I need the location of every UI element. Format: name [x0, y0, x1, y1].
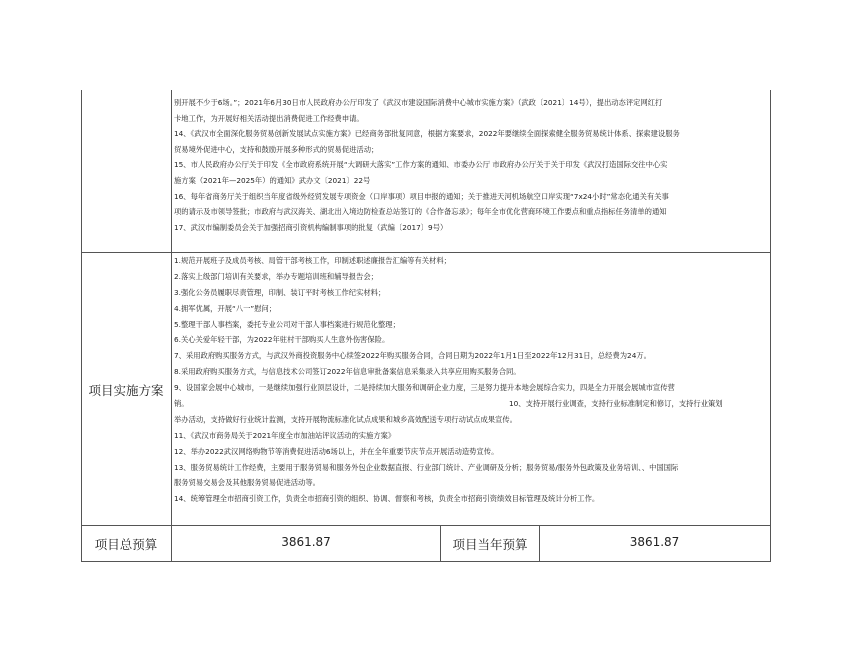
text-line: 8.采用政府购买服务方式，与信息技术公司签订2022年信息审批备案信息采集录入共享应用购买服务合同。	[174, 367, 521, 377]
plan-label: 项目实施方案	[88, 383, 164, 398]
text-line: 6.关心关爱年轻干部，为2022年驻村干部购买人生意外伤害保险。	[174, 335, 390, 345]
total-budget-value: 3861.87	[281, 535, 331, 549]
text-line: 3.强化公务员履职尽责管理，印制、装订平时考核工作纪实材料；	[174, 287, 386, 297]
text-line: 卡地工作，为开展好相关活动提出消费促进工作经费申请。	[174, 113, 364, 123]
text-line: 服务贸易交易会及其他服务贸易促进活动等。	[174, 478, 320, 488]
text-fragment: 销。	[174, 399, 189, 409]
text-line: 14、统筹管理全市招商引资工作，负责全市招商引资的组织、协调、督察和考核，负责全市招商引资绩效目标管理及统计分析工作。	[174, 494, 600, 504]
text-line: 施方案（2021年—2025年）的通知》武办文〔2021〕22号	[174, 175, 371, 185]
text-line: 贸易境外促进中心，支持和鼓励开展多种形式的贸易促进活动；	[174, 144, 379, 154]
text-line: 2.落实上级部门培训有关要求，举办专题培训班和辅导报告会；	[174, 271, 378, 281]
policy-basis-text	[174, 95, 764, 235]
text-line: 5.整理干部人事档案，委托专业公司对干部人事档案进行规范化整理；	[174, 319, 400, 329]
text-line: 别开展不少于6场。”；2021年6月30日市人民政府办公厅印发了《武汉市建设国际消费中心城市实施方案》（武政〔2021〕14号），提出动态评定网红打	[174, 98, 663, 107]
implementation-plan-text	[174, 253, 764, 507]
col-divider-label	[171, 90, 172, 562]
row-divider-budget	[81, 525, 770, 526]
text-line	[174, 396, 764, 412]
text-line: 15、市人民政府办公厅关于印发《全市政府系统开展“大调研大落实”工作方案的通知、市委办公厅 市政府办公厅关于关于印发《武汉打造国际交往中心实	[174, 160, 668, 170]
current-year-budget-label: 项目当年预算	[452, 537, 528, 552]
text-line: 7、采用政府购买服务方式，与武汉外商投资服务中心续签2022年购买服务合同，合同日期为2022年1月1日至2022年12月31日，总经费为24万。	[174, 351, 651, 361]
text-line: 11、《武汉市商务局关于2021年度全市加油站评议活动的实施方案》	[174, 430, 396, 440]
text-line: 13、服务贸易统计工作经费，主要用于服务贸易和服务外包企业数据直报、行业部门统计、产业调研及分析；服务贸易/服务外包政策及业务培训、、中国国际	[174, 462, 679, 472]
text-fragment-item10: 10、支持开展行业调查，支持行业标准制定和修订，支持行业策划	[509, 399, 723, 409]
total-budget-label: 项目总预算	[94, 537, 158, 552]
text-line: 9、设国家会展中心城市，一是继续加强行业顶层设计，二是持续加大服务和调研企业力度，三是努力提升本地会展综合实力，四是全力开展会展城市宣传营	[174, 383, 675, 393]
text-line: 17、武汉市编制委员会关于加强招商引资机构编制事项的批复（武编〔2017〕9号）	[174, 222, 448, 232]
text-line: 项的请示及市领导签批；市政府与武汉海关、湖北出入境边防检查总站签订的《合作备忘录》；每年全市优化营商环境工作要点和重点指标任务清单的通知	[174, 207, 667, 217]
text-line: 1.规范开展班子及成员考核、局管干部考核工作，印制述职述廉报告汇编等有关材料；	[174, 256, 451, 265]
text-line: 16、每年省商务厅关于组织当年度省级外经贸发展专项资金（口岸事项）项目申报的通知；关于推进天河机场航空口岸实现“7x24小时”常态化通关有关事	[174, 191, 669, 201]
text-line: 14、《武汉市全面深化服务贸易创新发展试点实施方案》已经商务部批复同意，根据方案要求，2022年要继续全面探索健全服务贸易统计体系、探索建设服务	[174, 129, 680, 139]
text-line: 举办活动，支持做好行业统计监测，支持开展物流标准化试点成果和城乡高效配送专项行动试点成果宣传。	[174, 414, 517, 424]
text-line: 12、举办2022武汉网络购物节等消费促进活动6场以上，并在全年重要节庆节点开展活动造势宣传。	[174, 446, 499, 456]
current-year-budget-value: 3861.87	[629, 535, 680, 549]
text-line: 4.拥军优属，开展“八一”慰问；	[174, 303, 277, 313]
